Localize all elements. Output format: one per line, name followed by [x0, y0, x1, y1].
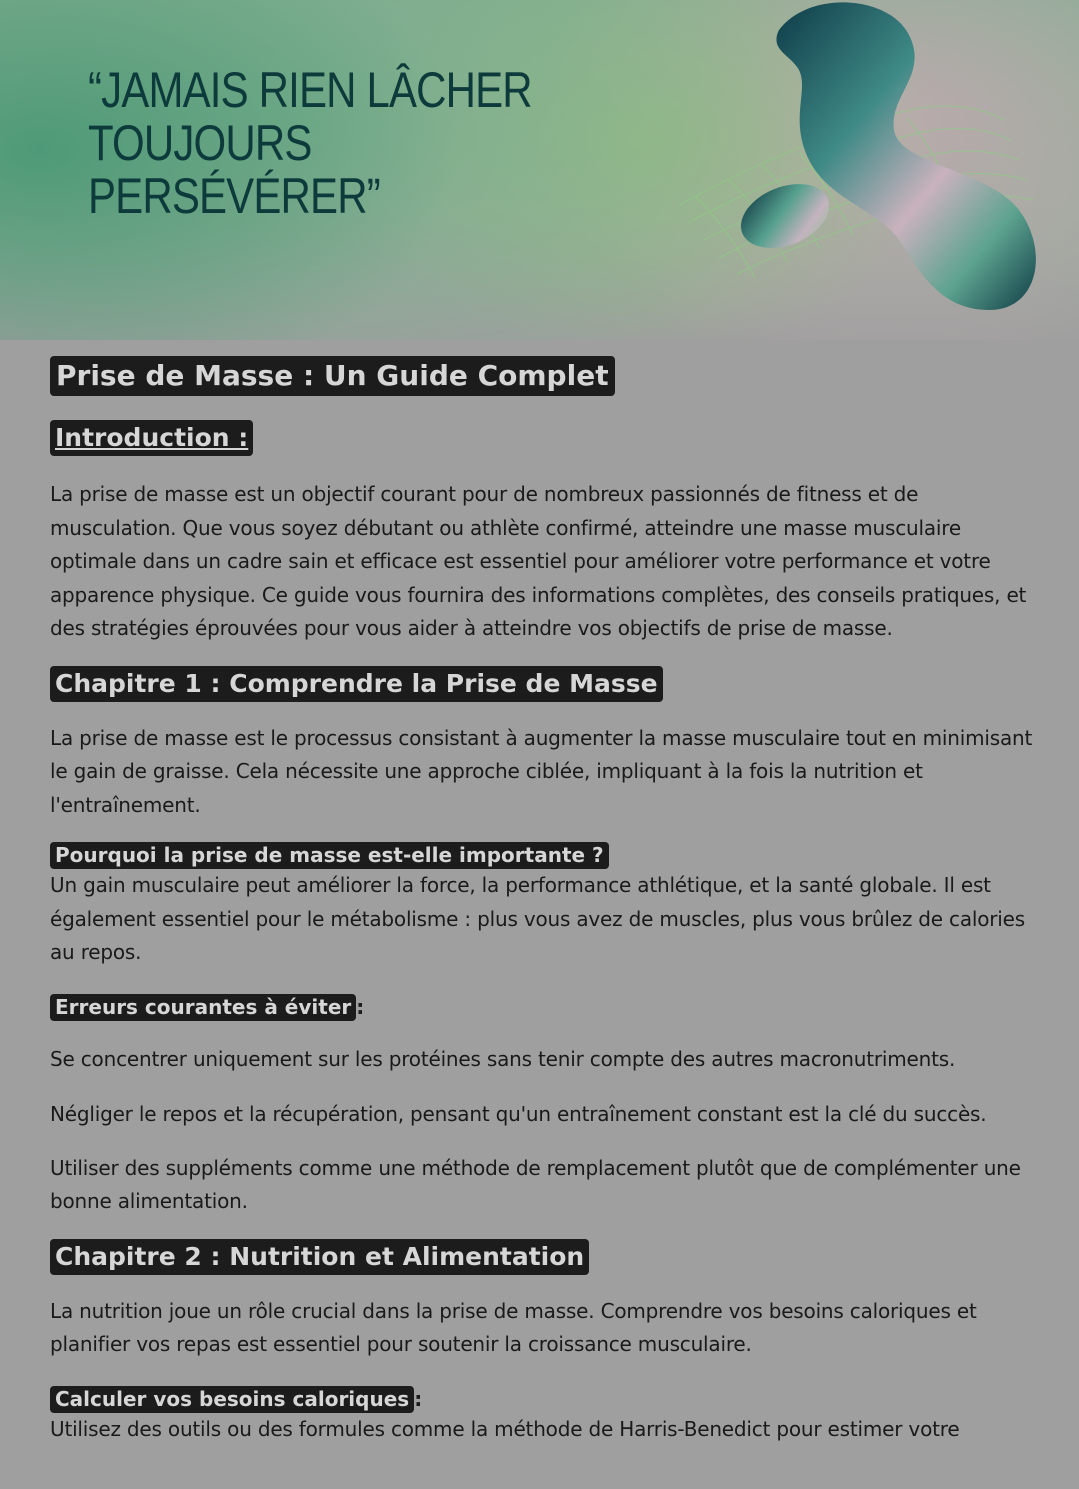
error-item-3: Utiliser des suppléments comme une méthode de remplacement plutôt que de complémenter une bonne alimentation.	[50, 1155, 1021, 1213]
errors-heading: Erreurs courantes à éviter	[50, 994, 356, 1021]
chapter1-paragraph: La prise de masse est le processus consistant à augmenter la masse musculaire tout en minimisant le gain de graisse. Cela nécessite une approche ciblée, impliquant à la fois la nutrition et l'entraînement.	[50, 725, 1033, 817]
why-paragraph: Un gain musculaire peut améliorer la force, la performance athlétique, et la santé globale. Il est également essentiel pour le métabolisme : plus vous avez de muscles, plus vous brûlez de calories au repos.	[50, 873, 1025, 964]
calc-heading: Calculer vos besoins caloriques	[50, 1386, 414, 1413]
error-item-1: Se concentrer uniquement sur les protéines sans tenir compte des autres macronutriments.	[50, 1046, 956, 1071]
why-heading: Pourquoi la prise de masse est-elle importante ?	[50, 842, 609, 869]
calc-colon: :	[414, 1386, 423, 1411]
document-body	[50, 356, 1040, 1446]
intro-paragraph: La prise de masse est un objectif courant pour de nombreux passionnés de fitness et de musculation. Que vous soyez débutant ou athlète confirmé, atteindre une masse musculaire optimale dans un cadre sain et efficace est essentiel pour améliorer votre performance et votre apparence physique. Ce guide vous fournira des informations complètes, des conseils pratiques, et des stratégies éprouvées pour vous aider à atteindre vos objectifs de prise de masse.	[50, 482, 1027, 640]
errors-colon: :	[356, 994, 365, 1019]
abstract-3d-shape-illustration	[659, 0, 1079, 330]
intro-heading: Introduction :	[50, 420, 253, 456]
quote-line-2: TOUJOURS	[88, 115, 312, 171]
error-item-2: Négliger le repos et la récupération, pensant qu'un entraînement constant est la clé du succès.	[50, 1102, 987, 1126]
chapter2-heading: Chapitre 2 : Nutrition et Alimentation	[50, 1239, 589, 1275]
chapter1-heading: Chapitre 1 : Comprendre la Prise de Masse	[50, 666, 663, 702]
hero-banner	[0, 0, 1079, 340]
motivational-quote	[88, 64, 532, 223]
calc-paragraph: Utilisez des outils ou des formules comme la méthode de Harris-Benedict pour estimer votre	[50, 1416, 960, 1441]
quote-line-1: “JAMAIS RIEN LÂCHER	[88, 62, 532, 118]
calc-heading-row	[50, 1386, 1040, 1413]
document-title: Prise de Masse : Un Guide Complet	[50, 356, 615, 396]
quote-line-3: PERSÉVÉRER”	[88, 168, 380, 224]
chapter2-paragraph: La nutrition joue un rôle crucial dans la prise de masse. Comprendre vos besoins caloriques et planifier vos repas est essentiel pour soutenir la croissance musculaire.	[50, 1298, 977, 1356]
errors-heading-row	[50, 994, 1040, 1021]
